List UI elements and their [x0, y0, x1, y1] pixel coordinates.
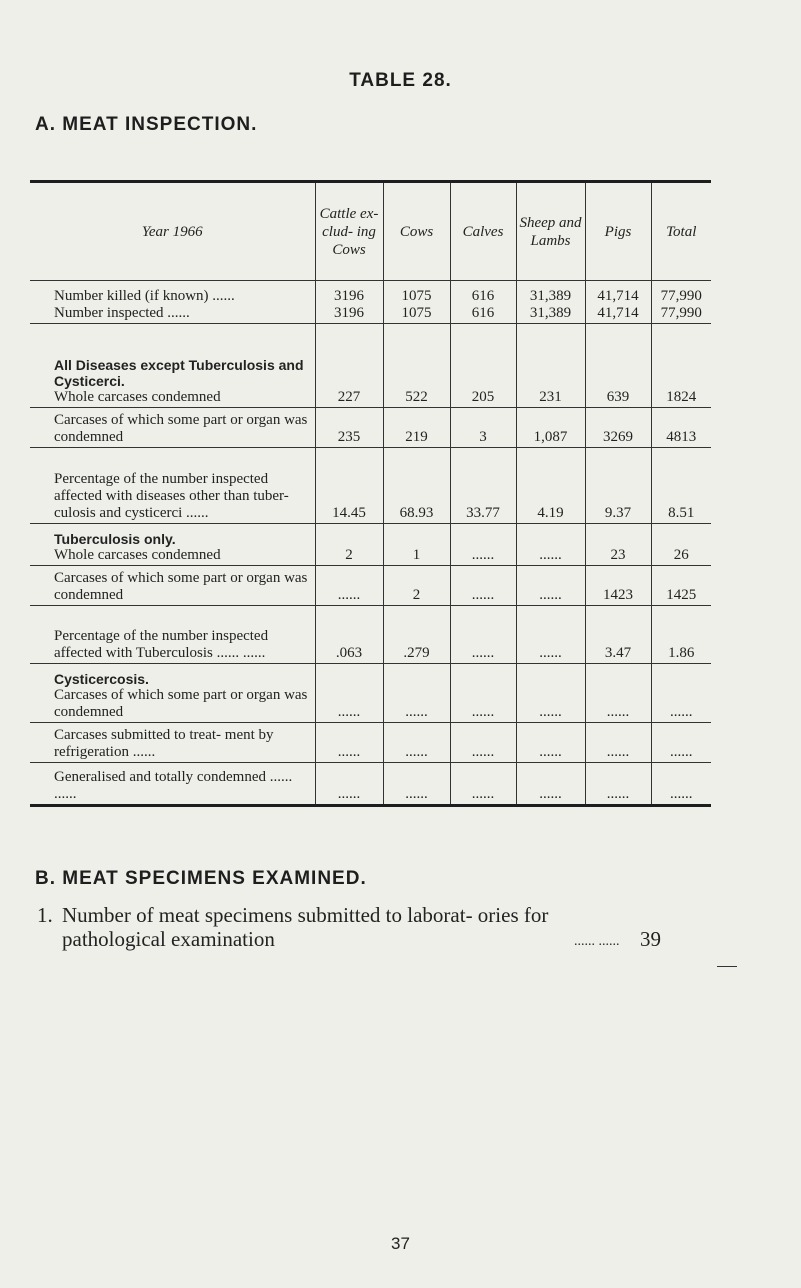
col-header-year: Year 1966 — [30, 182, 315, 281]
cell-value: 219 — [383, 408, 450, 448]
cell-numbers-cattle: 3196 3196 — [315, 281, 383, 324]
table-row-part-condemned — [30, 408, 711, 448]
table-row-all-diseases — [30, 324, 711, 408]
subheading-all-diseases: All Diseases except Tuberculosis and Cysticerci. — [54, 357, 304, 389]
cell-value: 639 — [585, 324, 651, 408]
subheading-tuberculosis: Tuberculosis only. — [54, 531, 176, 547]
item-text: Number of meat specimens submitted to laborat- ories for pathological examination — [62, 903, 549, 951]
cell-value: ...... — [585, 763, 651, 806]
cell-value: 26 — [651, 524, 711, 566]
table-row-cysticercosis — [30, 664, 711, 723]
cell-value: 14.45 — [315, 448, 383, 524]
col-header-pigs: Pigs — [585, 182, 651, 281]
row-label-tb-whole: Tuberculosis only. Whole carcases condemned — [30, 524, 315, 566]
col-header-calves: Calves — [450, 182, 516, 281]
table-header-row — [30, 182, 711, 281]
cell-value: 4813 — [651, 408, 711, 448]
cell-value: 3 — [450, 408, 516, 448]
cell-value: ...... — [651, 763, 711, 806]
cell-value: ...... — [450, 566, 516, 606]
table-row-percentage — [30, 448, 711, 524]
label-number-inspected: Number inspected ...... — [54, 305, 190, 321]
table-row-tb-percentage — [30, 606, 711, 664]
cell-value: 23 — [585, 524, 651, 566]
cell-value: 8.51 — [651, 448, 711, 524]
cell-value: 235 — [315, 408, 383, 448]
col-header-cows: Cows — [383, 182, 450, 281]
cell-value: .279 — [383, 606, 450, 664]
cell-numbers-pigs: 41,714 41,714 — [585, 281, 651, 324]
cell-value: ...... — [450, 524, 516, 566]
cell-value: ...... — [516, 763, 585, 806]
meat-inspection-table — [30, 180, 711, 807]
cell-value: 3.47 — [585, 606, 651, 664]
cell-value: 2 — [383, 566, 450, 606]
item-leader-dots: ...... ...... — [574, 934, 620, 949]
cell-value: ...... — [315, 566, 383, 606]
table-row-tb-whole — [30, 524, 711, 566]
cell-value: ...... — [516, 566, 585, 606]
label-number-killed: Number killed (if known) ...... — [54, 288, 235, 304]
cell-value: ...... — [315, 664, 383, 723]
row-label-percentage: Percentage of the number inspected affected with diseases other than tuber- culosis and cysticerci ...... — [30, 448, 315, 524]
row-label-generalised: Generalised and totally condemned ...... ...... — [30, 763, 315, 806]
col-header-sheep-lambs: Sheep and Lambs — [516, 182, 585, 281]
row-label-numbers — [30, 281, 315, 324]
cell-numbers-sheep: 31,389 31,389 — [516, 281, 585, 324]
cell-value: 9.37 — [585, 448, 651, 524]
cell-value: ...... — [383, 763, 450, 806]
row-label-part-condemned: Carcases of which some part or organ was condemned — [30, 408, 315, 448]
cell-numbers-calves: 616 616 — [450, 281, 516, 324]
row-label-refrigeration: Carcases submitted to treat- ment by refrigeration ...... — [30, 723, 315, 763]
row-label-tb-percentage: Percentage of the number inspected affected with Tuberculosis ...... ...... — [30, 606, 315, 664]
cell-value: 4.19 — [516, 448, 585, 524]
table-row-refrigeration — [30, 723, 711, 763]
cell-value: ...... — [315, 723, 383, 763]
cell-value: .063 — [315, 606, 383, 664]
cell-numbers-total: 77,990 77,990 — [651, 281, 711, 324]
item-value: 39 — [640, 927, 661, 951]
cell-value: ...... — [516, 723, 585, 763]
cell-value: 231 — [516, 324, 585, 408]
cell-value: 1.86 — [651, 606, 711, 664]
row-label-cysticercosis: Cysticercosis. Carcases of which some part or organ was condemned — [30, 664, 315, 723]
cell-value: ...... — [450, 723, 516, 763]
cell-value: ...... — [383, 664, 450, 723]
cell-value: ...... — [585, 723, 651, 763]
cell-value: 205 — [450, 324, 516, 408]
cell-value: ...... — [383, 723, 450, 763]
cell-value: 1 — [383, 524, 450, 566]
cell-numbers-cows: 1075 1075 — [383, 281, 450, 324]
section-b-heading: B. MEAT SPECIMENS EXAMINED. — [35, 868, 367, 889]
cell-value: 522 — [383, 324, 450, 408]
page-number: 37 — [391, 1234, 410, 1253]
cell-value: 227 — [315, 324, 383, 408]
cell-value: ...... — [315, 763, 383, 806]
table-row-tb-part — [30, 566, 711, 606]
table-row-generalised — [30, 763, 711, 806]
table-title: TABLE 28. — [349, 70, 452, 91]
cell-value: ...... — [450, 763, 516, 806]
total-rule — [717, 966, 737, 967]
table-row-numbers — [30, 281, 711, 324]
cell-value: ...... — [450, 664, 516, 723]
item-number: 1. — [37, 903, 53, 927]
cell-value: 1824 — [651, 324, 711, 408]
cell-value: 1423 — [585, 566, 651, 606]
cell-value: 3269 — [585, 408, 651, 448]
cell-value: 68.93 — [383, 448, 450, 524]
cell-value: 33.77 — [450, 448, 516, 524]
col-header-cattle: Cattle ex- clud- ing Cows — [315, 182, 383, 281]
cell-value: ...... — [516, 524, 585, 566]
row-label-tb-part: Carcases of which some part or organ was condemned — [30, 566, 315, 606]
col-header-total: Total — [651, 182, 711, 281]
cell-value: ...... — [516, 606, 585, 664]
cell-value: ...... — [516, 664, 585, 723]
cell-value: ...... — [450, 606, 516, 664]
cell-value: 1,087 — [516, 408, 585, 448]
cell-value: 2 — [315, 524, 383, 566]
subheading-cysticercosis: Cysticercosis. — [54, 671, 149, 687]
cell-value: 1425 — [651, 566, 711, 606]
cell-value: ...... — [651, 664, 711, 723]
cell-value: ...... — [651, 723, 711, 763]
row-label-all-diseases: All Diseases except Tuberculosis and Cysticerci. Whole carcases condemned — [30, 324, 315, 408]
section-a-heading: A. MEAT INSPECTION. — [35, 114, 258, 135]
cell-value: ...... — [585, 664, 651, 723]
